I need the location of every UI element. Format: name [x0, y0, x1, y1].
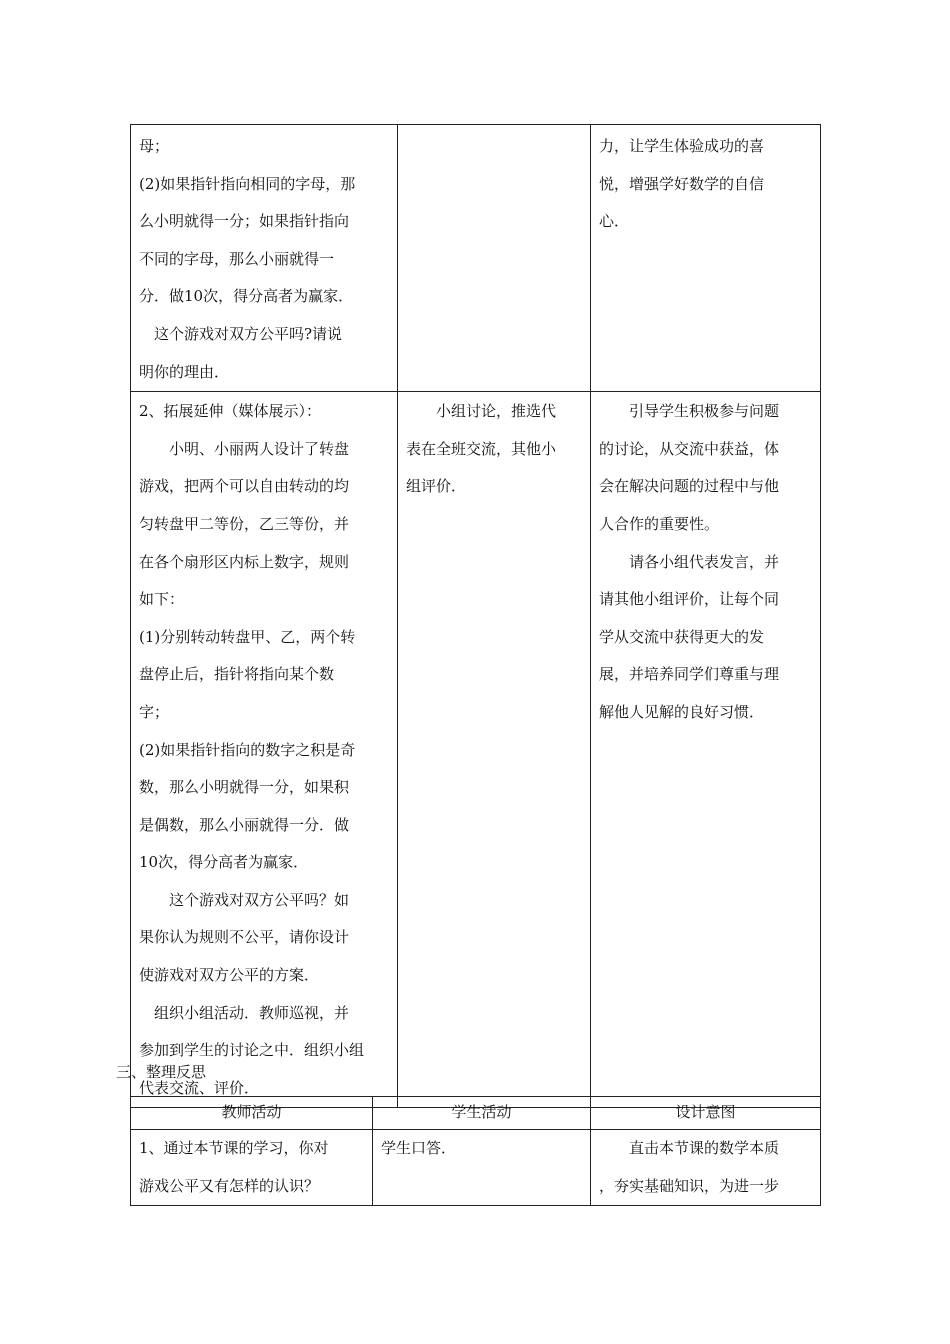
text-line: 学从交流中获得更大的发 — [599, 627, 765, 646]
text-line: 2、拓展延伸（媒体展示）： — [139, 402, 322, 421]
reflection-table — [130, 1096, 821, 1206]
text-line: (1)分别转动转盘甲、乙，两个转 — [139, 627, 356, 646]
text-line: 表在全班交流，其他小 — [406, 439, 557, 458]
teacher-activity-cell — [131, 1130, 373, 1206]
student-activity-cell — [398, 392, 591, 1108]
text-line: 的讨论，从交流中获益，体 — [599, 439, 780, 458]
text-line: 是偶数，那么小丽就得一分．做 — [139, 815, 350, 834]
text-line: 解他人见解的良好习惯． — [599, 702, 765, 721]
column-header: 教师活动 — [131, 1097, 373, 1130]
text-line: 学生口答． — [381, 1139, 457, 1157]
table-header-row — [131, 1097, 821, 1130]
text-line: 小组讨论，推选代 — [436, 402, 557, 421]
text-line: 如下： — [139, 590, 185, 609]
section-title: 三、整理反思 — [116, 1063, 207, 1081]
text-line: 游戏，把两个可以自由转动的均 — [139, 477, 350, 496]
student-activity-cell — [398, 125, 591, 392]
text-line: ，夯实基础知识，为进一步 — [599, 1176, 780, 1195]
text-line: 盘停止后，指针将指向某个数 — [139, 665, 335, 684]
text-line: 代表交流、评价． — [139, 1078, 260, 1097]
text-line: 游戏公平又有怎样的认识？ — [139, 1176, 320, 1195]
design-intent-cell — [591, 392, 821, 1108]
text-line: 使游戏对双方公平的方案． — [139, 966, 320, 985]
teacher-activity-cell — [131, 125, 398, 392]
teacher-activity-cell — [131, 392, 398, 1108]
table-row — [131, 392, 821, 1108]
text-line: 这个游戏对双方公平吗？如 — [169, 890, 350, 909]
text-line: 组织小组活动．教师巡视，并 — [154, 1003, 350, 1022]
design-intent-cell — [591, 125, 821, 392]
table-row — [131, 125, 821, 392]
text-line: 这个游戏对双方公平吗?请说 — [154, 324, 343, 343]
text-line: 直击本节课的数学本质 — [629, 1139, 780, 1157]
text-line: 分．做10次，得分高者为赢家． — [139, 287, 354, 306]
text-line: 悦，增强学好数学的自信 — [599, 174, 765, 193]
text-line: 小明、小丽两人设计了转盘 — [169, 439, 350, 458]
text-line: 人合作的重要性。 — [599, 514, 720, 533]
text-line: 匀转盘甲二等份，乙三等份，并 — [139, 514, 350, 533]
text-line: 展，并培养同学们尊重与理 — [599, 665, 780, 684]
text-line: 母； — [139, 137, 170, 155]
student-activity-cell — [373, 1130, 591, 1206]
design-intent-cell — [591, 1130, 821, 1206]
text-line: 果你认为规则不公平，请你设计 — [139, 928, 350, 947]
text-line: 组评价． — [406, 477, 467, 496]
text-line: 请各小组代表发言，并 — [629, 552, 780, 571]
text-line: 不同的字母，那么小丽就得一 — [139, 249, 335, 268]
text-line: 数，那么小明就得一分，如果积 — [139, 778, 350, 797]
lesson-plan-table-continued — [130, 124, 821, 1108]
text-line: 1、通过本节课的学习，你对 — [139, 1139, 329, 1157]
text-line: 引导学生积极参与问题 — [629, 402, 780, 421]
text-line: 在各个扇形区内标上数字，规则 — [139, 552, 350, 571]
text-line: 参加到学生的讨论之中．组织小组 — [139, 1041, 365, 1060]
column-header: 学生活动 — [373, 1097, 591, 1130]
text-line: 会在解决问题的过程中与他 — [599, 477, 780, 496]
text-line: 力，让学生体验成功的喜 — [599, 137, 765, 155]
text-line: 10次，得分高者为赢家． — [139, 853, 309, 872]
text-line: 明你的理由． — [139, 362, 230, 381]
text-line: (2)如果指针指向相同的字母，那 — [139, 174, 356, 193]
text-line: 么小明就得一分；如果指针指向 — [139, 212, 350, 231]
table-row — [131, 1130, 821, 1206]
text-line: (2)如果指针指向的数字之积是奇 — [139, 740, 356, 759]
text-line: 心． — [599, 212, 630, 231]
column-header: 设计意图 — [591, 1097, 821, 1130]
text-line: 字； — [139, 702, 170, 721]
text-line: 请其他小组评价，让每个同 — [599, 590, 780, 609]
